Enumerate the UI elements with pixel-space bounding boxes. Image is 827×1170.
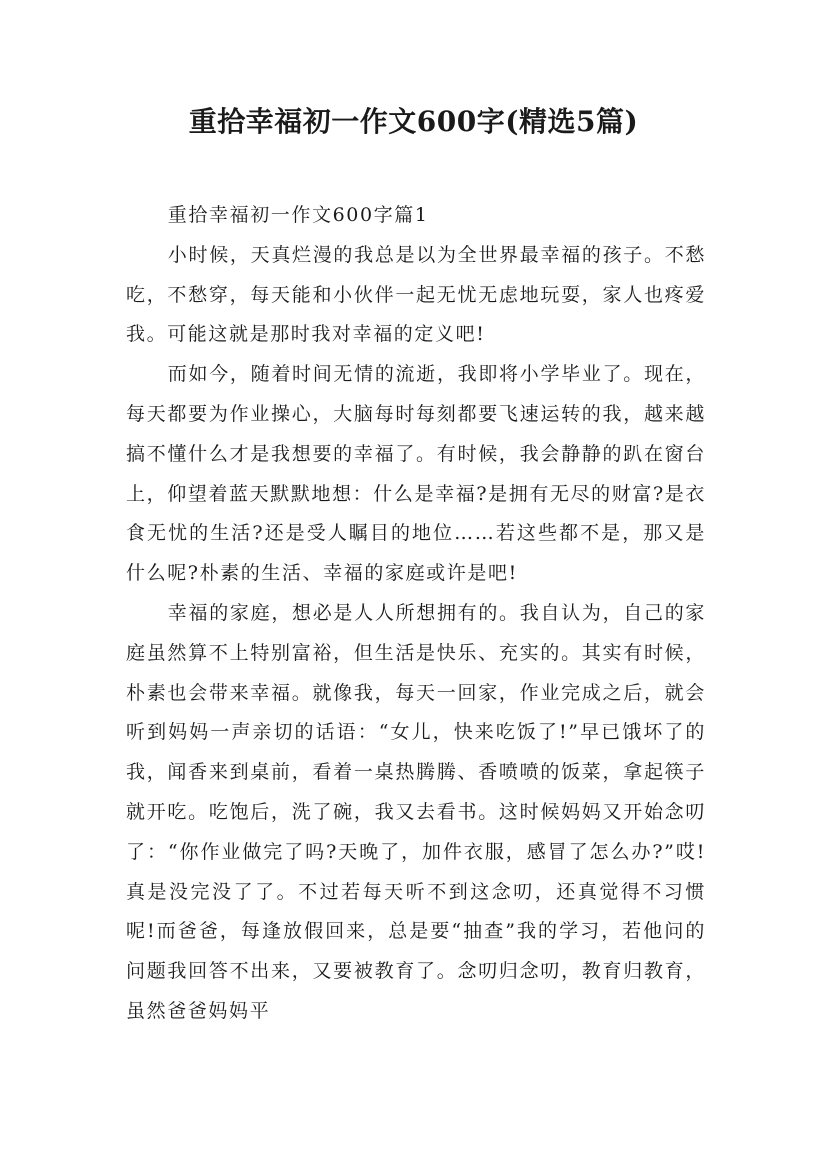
paragraph-3: 幸福的家庭，想必是人人所想拥有的。我自认为，自己的家庭虽然算不上特别富裕，但生活是快乐、充实的。其实有时候，朴素也会带来幸福。就像我，每天一回家，作业完成之后，就会听到妈妈一声亲切的话语：“女儿，快来吃饭了!”早已饿坏了的我，闻香来到桌前，看着一桌热腾腾、香喷喷的饭菜，拿起筷子就开吃。吃饱后，洗了碗，我又去看书。这时候妈妈又开始念叨了：“你作业做完了吗?天晚了，加件衣服，感冒了怎么办?”哎!真是没完没了了。不过若每天听不到这念叨，还真觉得不习惯呢!而爸爸，每逢放假回来，总是要“抽查”我的学习，若他问的问题我回答不出来，又要被教育了。念叨归念叨，教育归教育，虽然爸爸妈妈平: [126, 601, 706, 1022]
paragraph-2: 而如今，随着时间无情的流逝，我即将小学毕业了。现在，每天都要为作业操心，大脑每时每刻都要飞速运转的我，越来越搞不懂什么才是我想要的幸福了。有时候，我会静静的趴在窗台上，仰望着蓝天默默地想：什么是幸福?是拥有无尽的财富?是衣食无忧的生活?还是受人瞩目的地位……若这些都不是，那又是什么呢?朴素的生活、幸福的家庭或许是吧!: [126, 363, 706, 585]
article-body: [126, 196, 706, 1032]
document-title: 重拾幸福初一作文600字(精选5篇): [188, 105, 639, 138]
section-heading: 重拾幸福初一作文600字篇1: [167, 204, 429, 226]
paragraph-1: 小时候，天真烂漫的我总是以为全世界最幸福的孩子。不愁吃，不愁穿，每天能和小伙伴一起无忧无虑地玩耍，家人也疼爱我。可能这就是那时我对幸福的定义吧!: [126, 243, 706, 346]
